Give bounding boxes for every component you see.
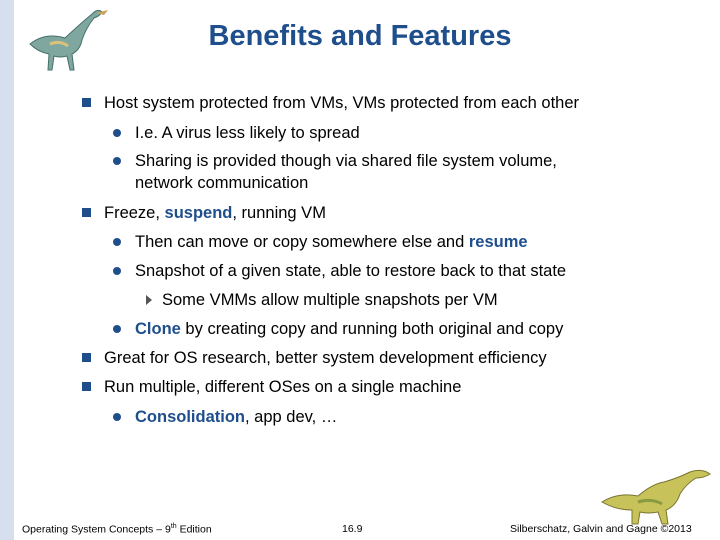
square-bullet-icon xyxy=(82,353,91,362)
bullet-move-copy xyxy=(135,231,528,253)
bullet-clone-post: by creating copy and running both original and copy xyxy=(180,320,564,338)
bullet-host-protection: Host system protected from VMs, VMs protected from each other xyxy=(104,94,580,112)
footer-authors: Silberschatz, Galvin and Gagne ©2013 xyxy=(510,523,692,535)
bullet-freeze-pre: Freeze, xyxy=(104,204,165,222)
circle-bullet-icon xyxy=(113,157,121,165)
footer-slide-number: 16.9 xyxy=(342,523,363,535)
bullet-virus: I.e. A virus less likely to spread xyxy=(135,124,360,142)
square-bullet-icon xyxy=(82,382,91,391)
dinosaur-footer-icon xyxy=(598,462,716,528)
square-bullet-icon xyxy=(82,98,91,107)
circle-bullet-icon xyxy=(113,267,121,275)
bullet-move-copy-pre: Then can move or copy somewhere else and xyxy=(135,233,469,251)
bullet-multiple-snapshots: Some VMMs allow multiple snapshots per VM xyxy=(162,291,498,309)
slide-sidebar xyxy=(0,0,14,540)
bullet-sharing-line2: network communication xyxy=(135,174,309,192)
bullet-freeze xyxy=(104,202,326,224)
bullet-clone xyxy=(135,318,563,340)
bullet-run-multiple: Run multiple, different OSes on a single machine xyxy=(104,378,462,396)
circle-bullet-icon xyxy=(113,238,121,246)
bullet-os-research: Great for OS research, better system development efficiency xyxy=(104,349,547,367)
footer-book-title xyxy=(22,523,212,536)
footer-book-title-sup: th xyxy=(170,523,177,530)
triangle-bullet-icon xyxy=(146,295,152,305)
highlight-consolidation: Consolidation xyxy=(135,408,245,426)
bullet-consolidation xyxy=(135,406,337,428)
bullet-consolidation-post: , app dev, … xyxy=(245,408,338,426)
highlight-suspend: suspend xyxy=(164,204,233,222)
circle-bullet-icon xyxy=(113,129,121,137)
bullet-snapshot: Snapshot of a given state, able to restore back to that state xyxy=(135,262,567,280)
footer-book-title-pre: Operating System Concepts – 9 xyxy=(22,523,171,536)
highlight-clone: Clone xyxy=(135,320,181,338)
footer-book-title-post: Edition xyxy=(176,523,212,536)
circle-bullet-icon xyxy=(113,413,121,421)
slide-title: Benefits and Features xyxy=(208,20,512,52)
bullet-sharing-line1: Sharing is provided though via shared file system volume, xyxy=(135,152,557,170)
circle-bullet-icon xyxy=(113,325,121,333)
square-bullet-icon xyxy=(82,208,91,217)
highlight-resume: resume xyxy=(468,233,528,251)
bullet-freeze-post: , running VM xyxy=(232,204,326,222)
